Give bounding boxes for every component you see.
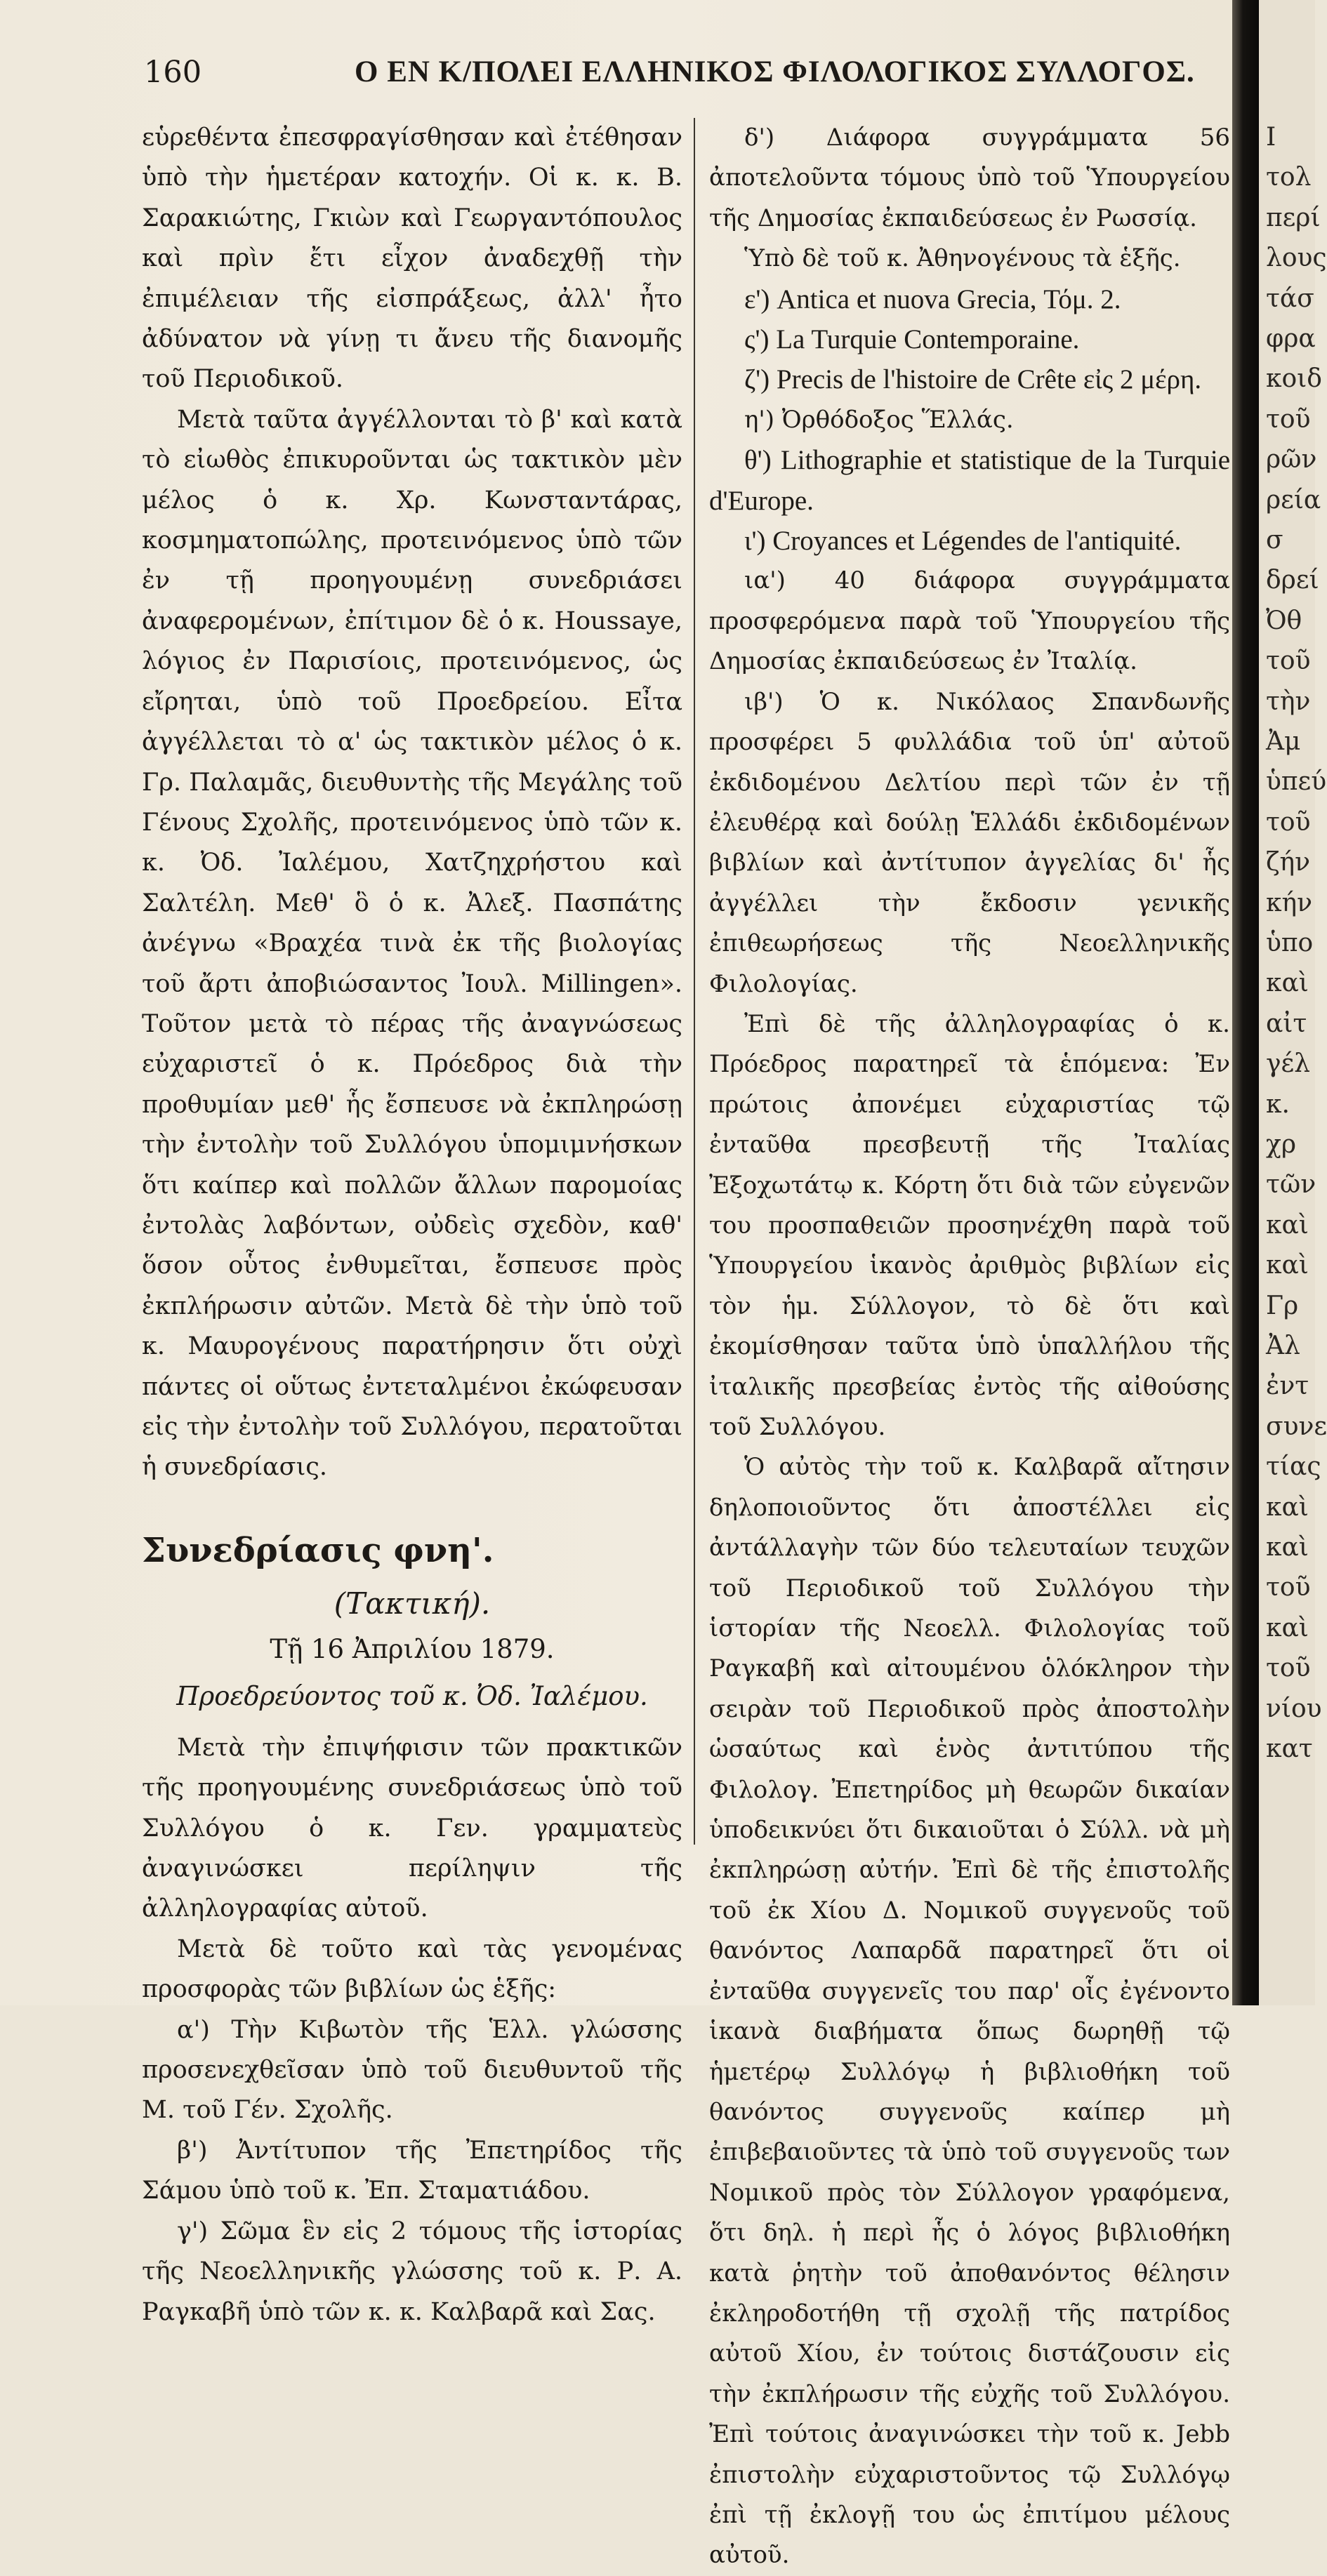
- next-page-text-fragment: δρεί: [1266, 566, 1319, 595]
- next-page-text-fragment: ὑπεύ: [1266, 767, 1327, 797]
- list-item-ib: ιβ') Ὁ κ. Νικόλαος Σπανδωνῆς προσφέρει 5 φυλλάδια τοῦ ὑπ' αὐτοῦ ἐκδιδομένου Δελτίου περὶ τῶν ἐν τῇ ἐλευθέρᾳ καὶ δούλῃ Ἑλλάδι ἐκδιδομένων βιβλίων καὶ ἀντίτυπον ἀγγελίας δι' ἧς ἀγγέλλει τὴν ἔκδοσιν γενικῆς ἐπιθεωρήσεως τῆς Νεοελληνικῆς Φιλολογίας.: [709, 687, 1230, 998]
- right-column: [709, 118, 1230, 2576]
- next-page-text-fragment: χρ: [1266, 1130, 1296, 1159]
- next-page-text-fragment: καὶ: [1266, 1210, 1309, 1240]
- next-page-text-fragment: κατ: [1266, 1734, 1313, 1763]
- list-item-st: ς') La Turquie Contemporaine.: [744, 324, 1080, 355]
- next-page-text-fragment: φρα: [1266, 324, 1316, 353]
- presiding-line: Προεδρεύοντος τοῦ κ. Ὀδ. Ἰαλέμου.: [176, 1680, 648, 1711]
- donor-intro: Ὑπὸ δὲ τοῦ κ. Ἀθηνογένους τὰ ἑξῆς.: [744, 244, 1181, 273]
- list-item-z: ζ') Precis de l'histoire de Crête εἰς 2 μέρη.: [744, 364, 1202, 395]
- next-page-text-fragment: κήν: [1266, 888, 1312, 917]
- next-page-text-fragment: καὶ: [1266, 1251, 1309, 1280]
- next-page-text-fragment: καὶ: [1266, 969, 1309, 998]
- left-paragraph-4: Μετὰ δὲ τοῦτο καὶ τὰς γενομένας προσφορὰς τῶν βιβλίων ὡς ἑξῆς:: [142, 1934, 682, 2004]
- list-item-th: θ') Lithographie et statistique de la Turquie d'Europe.: [709, 445, 1230, 516]
- next-page-text-fragment: συνε: [1266, 1412, 1327, 1441]
- next-page-text-fragment: ὑπο: [1266, 929, 1314, 957]
- next-page-text-fragment: αἰτ: [1266, 1009, 1307, 1038]
- next-page-text-fragment: Ἀμ: [1266, 727, 1301, 756]
- list-item-ia: ια') 40 διάφορα συγγράμματα προσφερόμενα παρὰ τοῦ Ὑπουργείου τῆς Δημοσίας ἐκπαιδεύσεως ἐν Ἰταλίᾳ.: [709, 566, 1230, 676]
- next-page-text-fragment: ρῶν: [1266, 445, 1317, 474]
- next-page-text-fragment: τοῦ: [1266, 1573, 1311, 1602]
- list-item-i: ι') Croyances et Légendes de l'antiquité.: [744, 526, 1182, 557]
- next-page-text-fragment: ζήν: [1266, 848, 1310, 877]
- next-page-text-fragment: κ.: [1266, 1089, 1290, 1119]
- left-column: [142, 118, 682, 2332]
- next-page-text-fragment: τίας: [1266, 1452, 1321, 1482]
- list-item-c: γ') Σῶμα ἓν εἰς 2 τόμους τῆς ἱστορίας τῆς Νεοελληνικῆς γλώσσης τοῦ κ. Ρ. Α. Ραγκαβῆ ὑπὸ τῶν κ. κ. Καλβαρᾶ καὶ Σας.: [142, 2217, 682, 2326]
- next-page-text-fragment: τολ: [1266, 163, 1312, 192]
- session-subheading: (Τακτική).: [334, 1586, 491, 1621]
- session-heading: Συνεδρίασις φνη'.: [142, 1530, 494, 1570]
- next-page-text-fragment: Ἀλ: [1266, 1332, 1300, 1360]
- next-page-text-fragment: σ: [1266, 526, 1283, 555]
- next-page-text-fragment: καὶ: [1266, 1492, 1309, 1522]
- left-paragraph-1: εὑρεθέντα ἐπεσφραγίσθησαν καὶ ἐτέθησαν ὑπὸ τὴν ἡμετέραν κατοχήν. Οἱ κ. κ. Β. Σαρακιώτης, Γκιὼν καὶ Γεωργαντόπουλος καὶ πρὶν ἔτι εἶχον ἀναδεχθῇ τὴν ἐπιμέλειαν τῆς εἰσπράξεως, ἀλλ' ἦτο ἀδύνατον νὰ γίνῃ τι ἄνευ τῆς διανομῆς τοῦ Περιοδικοῦ.: [142, 124, 682, 394]
- next-page-text-fragment: γέλ: [1266, 1049, 1310, 1079]
- right-paragraph-kalvaras: Ὁ αὐτὸς τὴν τοῦ κ. Καλβαρᾶ αἴτησιν δηλοποιοῦντος ὅτι ἀποστέλλει εἰς ἀντάλλαγὴν τῶν δύο τελευταίων τευχῶν τοῦ Περιοδικοῦ τοῦ Συλλόγου τὴν ἱστορίαν τῆς Νεοελλ. Φιλολογίας τοῦ Ραγκαβῆ καὶ αἰτουμένου ὁλόκληρον τὴν σειρὰν τοῦ Περιοδικοῦ πρὸς ἀποστολὴν ὡσαύτως καὶ ἑνὸς ἀντιτύπου τῆς Φιλολογ. Ἐπετηρίδος μὴ θεωρῶν δικαίαν ὑποδεικνύει ὅτι δικαιοῦται ὁ Σύλλ. νὰ μὴ ἐκπληρώσῃ αὐτήν. Ἐπὶ δὲ τῆς ἐπιστολῆς τοῦ ἐκ Χίου Δ. Νομικοῦ συγγενοῦς τοῦ θανόντος Λαπαρδᾶ παρατηρεῖ ὅτι οἱ ἐνταῦθα συγγενεῖς του παρ' οἷς ἐγένοντο ἱκανὰ διαβήματα ὅπως δωρηθῇ τῷ ἡμετέρῳ Συλλόγῳ ἡ βιβλιοθήκη τοῦ θανόντος συγγενοῦς καίπερ μὴ ἐπιβεβαιοῦντες τὰ ὑπὸ τοῦ συγγενοῦς των Νομικοῦ πρὸς τὸν Σύλλογον γραφόμενα, ὅτι δηλ. ἡ περὶ ἧς ὁ λόγος βιβλιοθήκη κατὰ ῥητὴν τοῦ ἀποθανόντος θέλησιν ἐκληροδοτήθη τῇ σχολῇ τῆς πατρίδος αὐτοῦ Χίου, ἐν τούτοις διστάζουσιν εἰς τὴν ἐκπλήρωσιν τῆς εὐχῆς τοῦ Συλλόγου. Ἐπὶ τούτοις ἀναγινώσκει τὴν τοῦ κ. Jebb ἐπιστολὴν εὐχαριστοῦντος τῷ Συλλόγῳ ἐπὶ τῇ ἐκλογῇ του ὡς ἐπιτίμου μέλους αὐτοῦ.: [709, 1453, 1230, 2570]
- next-page-text-fragment: Γρ: [1266, 1291, 1299, 1320]
- next-page-text-fragment: ρεία: [1266, 485, 1321, 514]
- list-item-a: α') Τὴν Κιβωτὸν τῆς Ἑλλ. γλώσσης προσενεχθεῖσαν ὑπὸ τοῦ διευθυντοῦ τῆς Μ. τοῦ Γέν. Σχολῆς.: [142, 2015, 682, 2125]
- next-page-text-fragment: νίου: [1266, 1694, 1322, 1723]
- next-page-text-fragment: Ι: [1266, 123, 1276, 152]
- running-title: Ο ΕΝ Κ/ΠΟΛΕΙ ΕΛΛΗΝΙΚΟΣ ΦΙΛΟΛΟΓΙΚΟΣ ΣΥΛΛΟΓΟΣ.: [355, 55, 1195, 88]
- next-page-text-fragment: τῶν: [1266, 1170, 1316, 1200]
- next-page-text-fragment: καὶ: [1266, 1533, 1309, 1562]
- next-page-text-fragment: τοῦ: [1266, 807, 1311, 837]
- next-page-text-fragment: τάσ: [1266, 284, 1314, 313]
- next-page-text-fragment: λους: [1266, 244, 1327, 273]
- next-page-text-fragment: τοῦ: [1266, 1654, 1311, 1683]
- list-item-e: ε') Antica et nuova Grecia, Τόμ. 2.: [744, 284, 1121, 314]
- next-page-text-fragment: κοιδ: [1266, 364, 1322, 394]
- next-page-text-fragment: καὶ: [1266, 1613, 1309, 1642]
- column-divider: [694, 118, 695, 1845]
- next-page-text-fragment: περί: [1266, 203, 1321, 232]
- next-page-text-fragment: τὴν: [1266, 686, 1311, 716]
- page-header: [144, 55, 1195, 97]
- left-paragraph-2: Μετὰ ταῦτα ἀγγέλλονται τὸ β' καὶ κατὰ τὸ εἰωθὸς ἐπικυροῦνται ὡς τακτικὸν μὲν μέλος ὁ κ. Χρ. Κωνσταντάρας, κοσμηματοπώλης, προτεινόμενος ὑπὸ τῶν ἐν τῇ προηγουμένῃ συνεδριάσει ἀναφερομένων, ἐπίτιμον δὲ ὁ κ. Houssaye, λόγιος ἐν Παρισίοις, προτεινόμενος, ὡς εἴρηται, ὑπὸ τοῦ Προεδρείου. Εἶτα ἀγγέλλεται τὸ α' ὡς τακτικὸν μέλος ὁ κ. Γρ. Παλαμᾶς, διευθυντὴς τῆς Μεγάλης τοῦ Γένους Σχολῆς, προτεινόμενος ὑπὸ τῶν κ. κ. Ὀδ. Ἰαλέμου, Χατζηχρήστου καὶ Σαλτέλη. Μεθ' ὃ ὁ κ. Ἀλεξ. Πασπάτης ἀνέγνω «Βραχέα τινὰ ἐκ τῆς βιολογίας τοῦ ἄρτι ἀποβιώσαντος Ἰουλ. Millingen». Τοῦτον μετὰ τὸ πέρας τῆς ἀναγνώσεως εὐχαριστεῖ ὁ κ. Πρόεδρος διὰ τὴν προθυμίαν μεθ' ἧς ἔσπευσε νὰ ἐκπληρώσῃ τὴν ἐντολὴν τοῦ Συλλόγου ὑπομιμνήσκων ὅτι καίπερ καὶ πολλῶν ἄλλων παρομοίας ἐντολὰς λαβόντων, οὐδεὶς σχεδὸν, καθ' ὅσον οὗτος ἐνθυμεῖται, ἔσπευσε πρὸς ἐκπλήρωσιν αὐτῶν. Μετὰ δὲ τὴν ὑπὸ τοῦ κ. Μαυρογένους παρατήρησιν ὅτι οὐχὶ πάντες οἱ οὕτως ἐντεταλμένοι ἐκώφευσαν εἰς τὴν ἐντολὴν τοῦ Συλλόγου, περατοῦται ἡ συνεδρίασις.: [142, 405, 682, 1482]
- list-item-h: η') Ὀρθόδοξος Ἕλλάς.: [744, 405, 1014, 434]
- list-item-d: δ') Διάφορα συγγράμματα 56 ἀποτελοῦντα τόμους ὑπὸ τοῦ Ὑπουργείου τῆς Δημοσίας ἐκπαιδεύσεως ἐν Ρωσσίᾳ.: [709, 124, 1230, 232]
- next-page-text-fragment: ἐντ: [1266, 1372, 1309, 1401]
- right-paragraph-letters: Ἐπὶ δὲ τῆς ἀλληλογραφίας ὁ κ. Πρόεδρος παρατηρεῖ τὰ ἑπόμενα: Ἐν πρώτοις ἀπονέμει εὐχαριστίας τῷ ἐνταῦθα πρεσβευτῇ τῆς Ἰταλίας Ἐξοχωτάτῳ κ. Κόρτη ὅτι διὰ τῶν εὐγενῶν του προσπαθειῶν προσηνέχθη παρὰ τοῦ Ὑπουργείου ἱκανὸς ἀριθμὸς βιβλίων εἰς τὸν ἡμ. Σύλλογον, τὸ δὲ ὅτι καὶ ἐκομίσθησαν ταῦτα ὑπὸ ὑπαλλήλου τῆς ἰταλικῆς πρεσβείας ἐντὸς τῆς αἰθούσης τοῦ Συλλόγου.: [709, 1009, 1230, 1441]
- next-page-fragment: [1259, 0, 1327, 2005]
- next-page-text-fragment: τοῦ: [1266, 404, 1311, 434]
- left-paragraph-3: Μετὰ τὴν ἐπιψήφισιν τῶν πρακτικῶν τῆς προηγουμένης συνεδριάσεως ὑπὸ τοῦ Συλλόγου ὁ κ. Γεν. γραμματεὺς ἀναγινώσκει περίληψιν τῆς ἀλληλογραφίας αὐτοῦ.: [142, 1733, 682, 1923]
- next-page-text-fragment: τοῦ: [1266, 646, 1311, 676]
- page-number: 160: [144, 55, 202, 90]
- list-item-b: β') Ἀντίτυπον τῆς Ἐπετηρίδος τῆς Σάμου ὑπὸ τοῦ κ. Ἐπ. Σταματιάδου.: [142, 2136, 682, 2205]
- session-date: Τῇ 16 Ἀπριλίου 1879.: [270, 1633, 555, 1664]
- book-gutter: [1232, 0, 1259, 2005]
- next-page-text-fragment: Ὀθ: [1266, 606, 1302, 635]
